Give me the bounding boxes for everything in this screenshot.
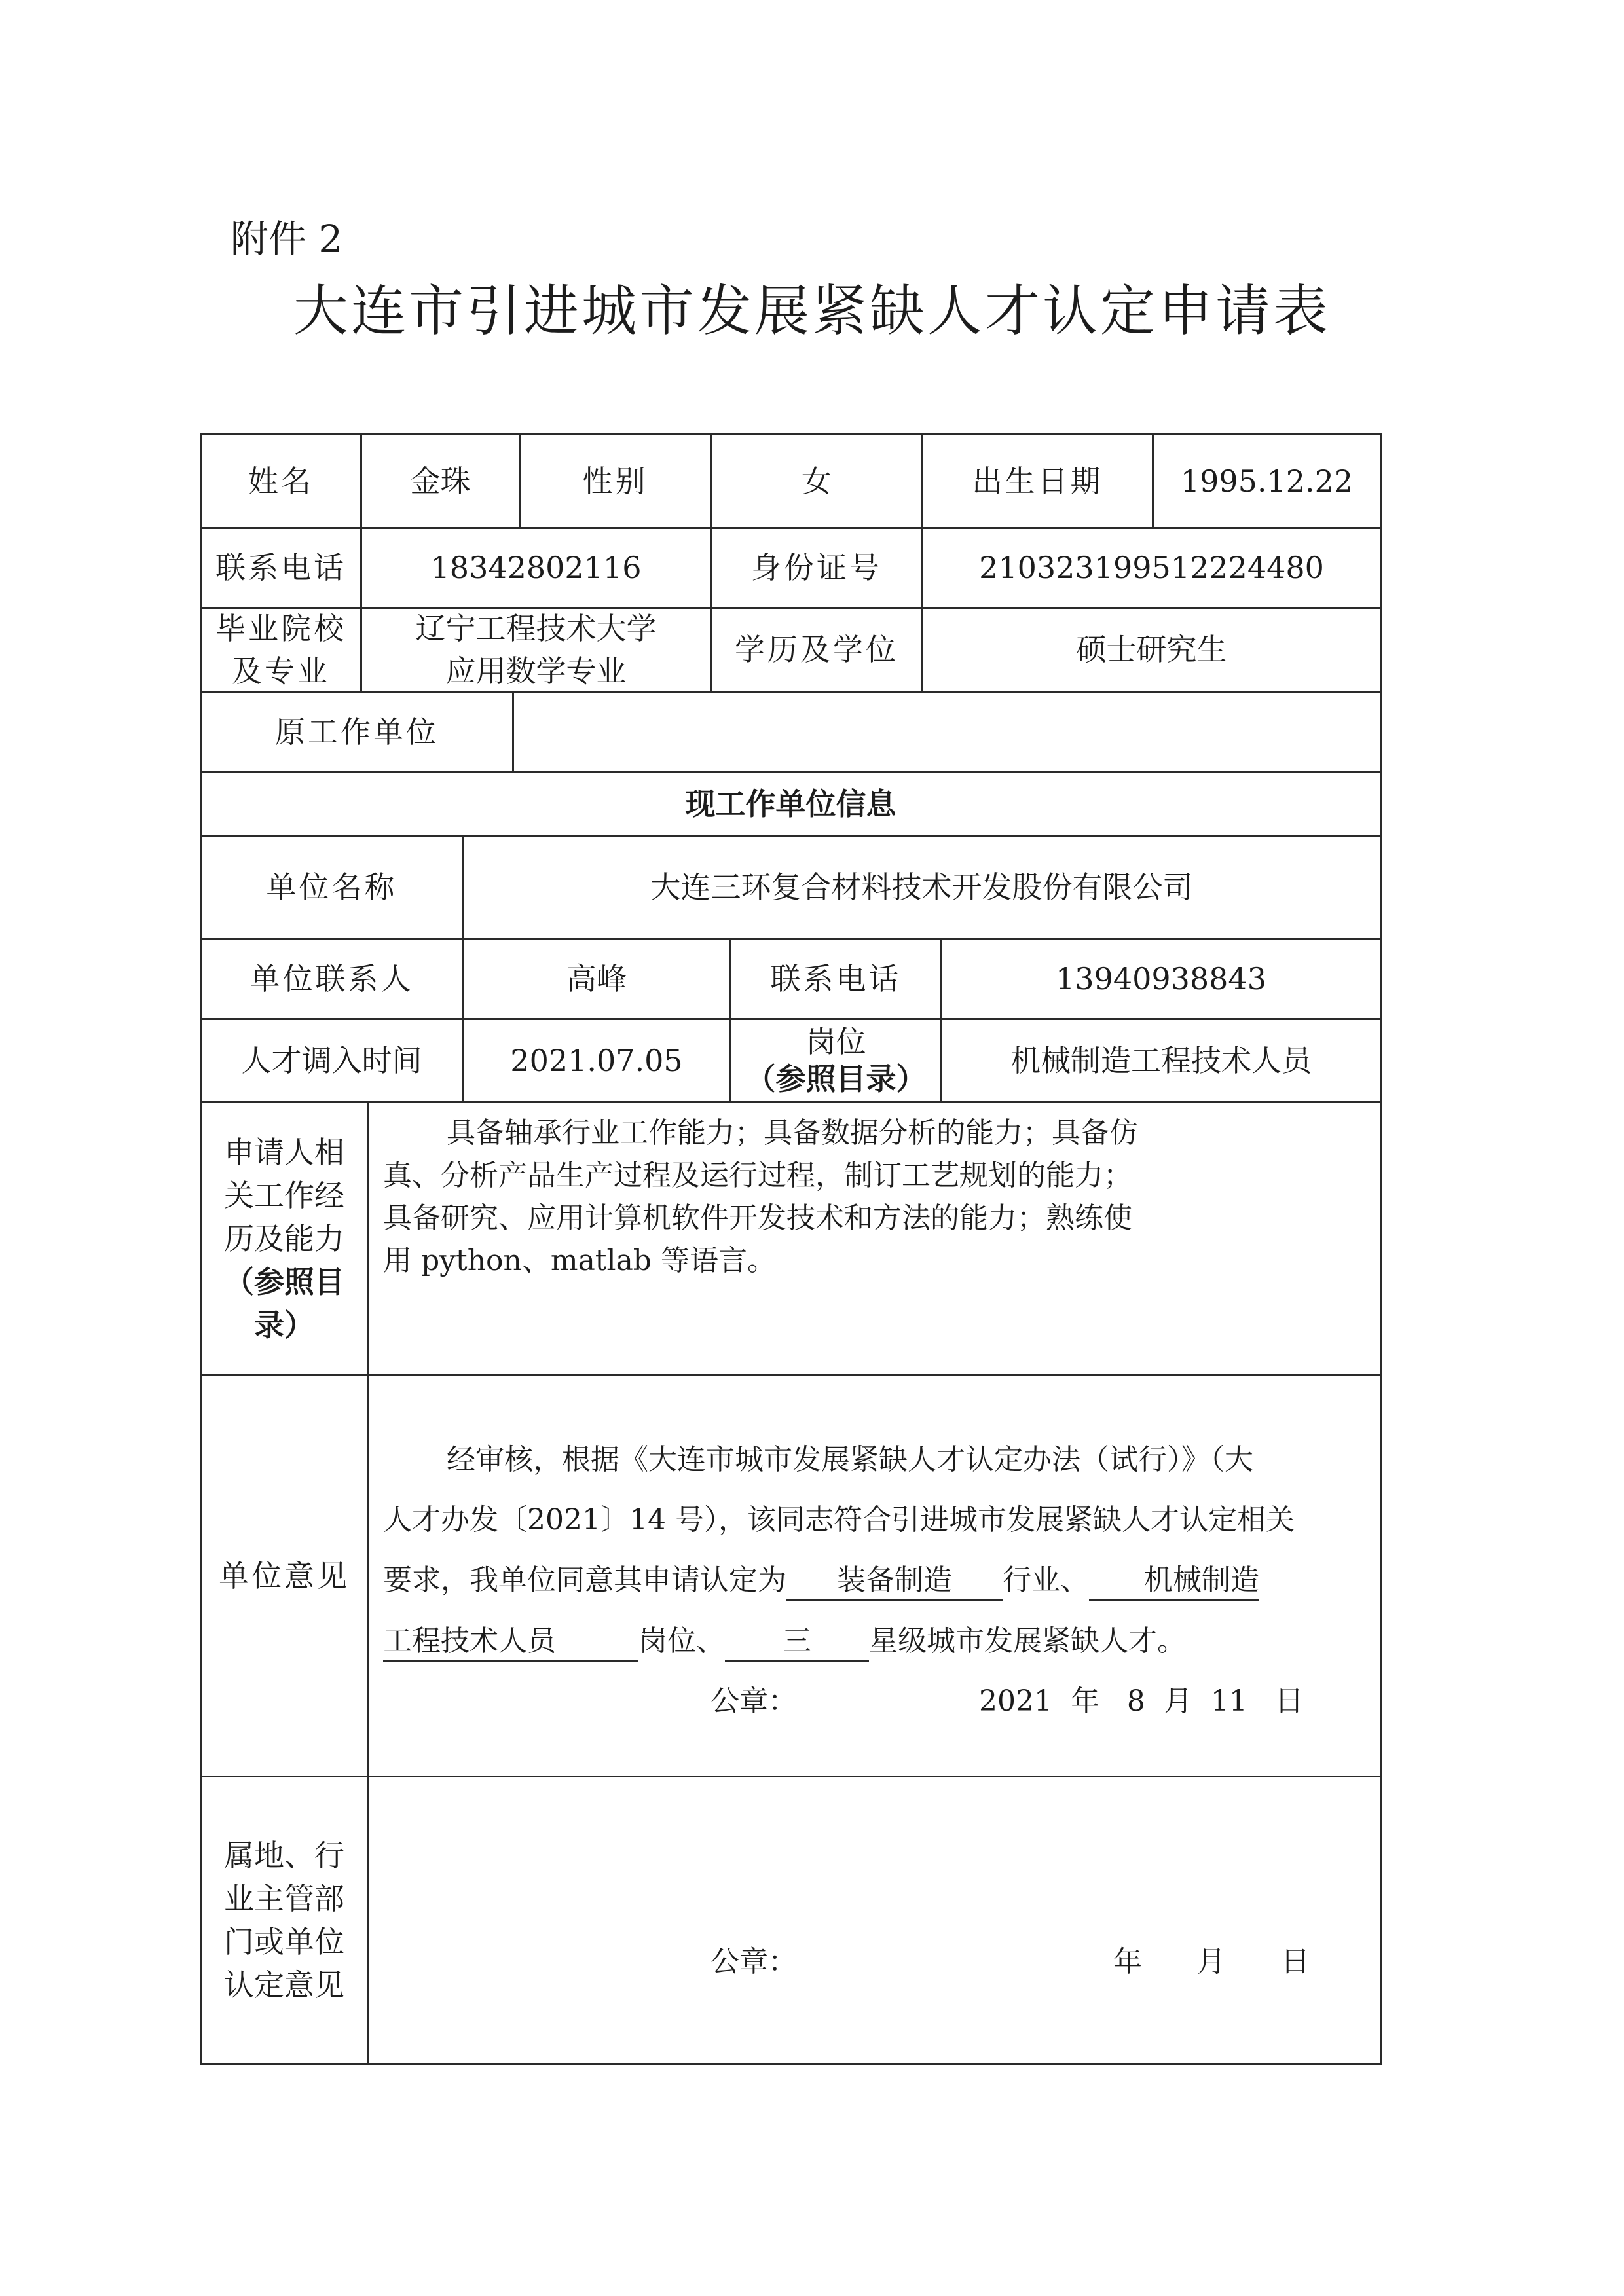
unit-seal-label: 公章： <box>710 1685 797 1718</box>
post-value: 机械制造工程技术人员 <box>940 1018 1382 1103</box>
transfer-date-label: 人才调入时间 <box>200 1018 464 1103</box>
gender-label: 性别 <box>519 433 712 529</box>
unit-opinion-line-1: 经审核，根据《大连市城市发展紧缺人才认定办法（试行）》（大 <box>447 1443 1253 1476</box>
birth-label: 出生日期 <box>921 433 1154 529</box>
experience-line-1: 具备轴承行业工作能力；具备数据分析的能力；具备仿 <box>447 1116 1138 1150</box>
post-field-part1: 机械制造 <box>1089 1562 1259 1601</box>
document-title: 大连市引进城市发展紧缺人才认定申请表 <box>293 279 1331 343</box>
dept-opinion-content <box>367 1776 1382 2065</box>
employer-name-value: 大连三环复合材料技术开发股份有限公司 <box>462 835 1382 940</box>
unit-opinion-line-4: 工程技术人员 岗位、 三 星级城市发展紧缺人才。 <box>383 1619 1186 1664</box>
former-employer-label: 原工作单位 <box>200 691 514 773</box>
unit-opinion-line-3: 要求，我单位同意其申请认定为 装备制造 行业、 机械制造 <box>383 1558 1259 1603</box>
degree-value: 硕士研究生 <box>921 607 1382 693</box>
dept-opinion-label: 属地、行 业主管部 门或单位 认定意见 <box>200 1776 369 2065</box>
employer-contact-value: 高峰 <box>462 938 731 1020</box>
degree-label: 学历及学位 <box>710 607 923 693</box>
experience-line-2: 真、分析产品生产过程及运行过程，制订工艺规划的能力； <box>383 1159 1132 1192</box>
employer-section-title: 现工作单位信息 <box>200 771 1382 837</box>
gender-value: 女 <box>710 433 923 529</box>
experience-line-3: 具备研究、应用计算机软件开发技术和方法的能力；熟练使 <box>383 1201 1132 1235</box>
id-label: 身份证号 <box>710 527 923 609</box>
former-employer-value <box>512 691 1382 773</box>
dept-opinion-date: 年 月 日 <box>1113 1945 1310 1978</box>
transfer-date-value: 2021.07.05 <box>462 1018 731 1103</box>
school-label: 毕业院校 及专业 <box>200 607 362 693</box>
star-level-field: 三 <box>725 1623 869 1662</box>
unit-opinion-line-2: 人才办发〔2021〕14 号），该同志符合引进城市发展紧缺人才认定相关 <box>383 1503 1295 1537</box>
dept-seal-label: 公章： <box>710 1945 797 1978</box>
attachment-label: 附件 2 <box>231 217 343 261</box>
employer-phone-value: 13940938843 <box>940 938 1382 1020</box>
industry-field: 装备制造 <box>786 1562 1003 1601</box>
name-label: 姓名 <box>200 433 362 529</box>
employer-contact-label: 单位联系人 <box>200 938 464 1020</box>
name-value: 金珠 <box>360 433 521 529</box>
employer-name-label: 单位名称 <box>200 835 464 940</box>
phone-value: 18342802116 <box>360 527 712 609</box>
employer-phone-label: 联系电话 <box>729 938 942 1020</box>
post-field-part2: 工程技术人员 <box>383 1623 638 1662</box>
experience-label: 申请人相 关工作经 历及能力 （参照目 录） <box>200 1101 369 1376</box>
post-label: 岗位 （参照目录） <box>729 1018 942 1103</box>
school-value: 辽宁工程技术大学 应用数学专业 <box>360 607 712 693</box>
unit-opinion-label: 单位意见 <box>200 1374 369 1777</box>
phone-label: 联系电话 <box>200 527 362 609</box>
unit-opinion-date: 2021 年 8 月 11 日 <box>979 1685 1304 1718</box>
experience-line-4: 用 python、matlab 等语言。 <box>383 1244 776 1277</box>
birth-value: 1995.12.22 <box>1152 433 1382 529</box>
id-value: 210323199512224480 <box>921 527 1382 609</box>
